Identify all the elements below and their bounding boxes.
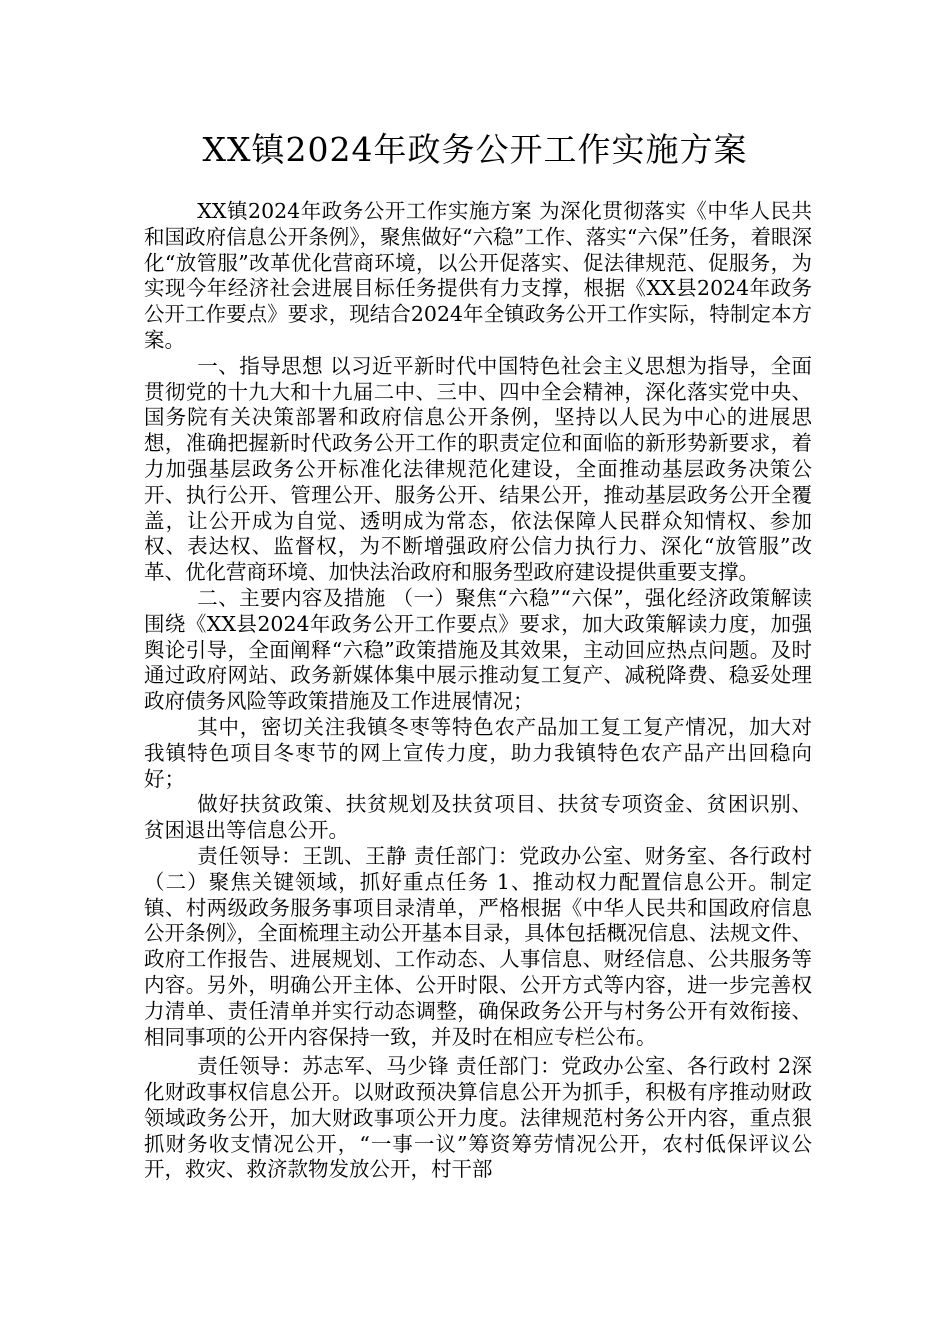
paragraph-special-products: 其中，密切关注我镇冬枣等特色农产品加工复工复产情况，加大对我镇特色项目冬枣节的网上宣传力度，助力我镇特色农产品产出回稳向好； — [144, 714, 812, 791]
paragraph-poverty-disclosure: 做好扶贫政策、扶贫规划及扶贫项目、扶贫专项资金、贫困识别、贫困退出等信息公开。 — [144, 792, 812, 843]
paragraph-intro: XX镇2024年政务公开工作实施方案 为深化贯彻落实《中华人民共和国政府信息公开条例》，聚焦做好“六稳”工作、落实“六保”任务，着眼深化“放管服”改革优化营商环境，以公开促落实、促法律规范、促服务，为实现今年经济社会进展目标任务提供有力支撑，根据《XX县2024年政务公开工作要点》要求，现结合2024年全镇政务公开工作实际，特制定本方案。 — [144, 199, 812, 352]
paragraph-guiding-thought: 一、指导思想 以习近平新时代中国特色社会主义思想为指导，全面贯彻党的十九大和十九届二中、三中、四中全会精神，深化落实党中央、国务院有关决策部署和政府信息公开条例，坚持以人民为中心的进展思想，准确把握新时代政务公开工作的职责定位和面临的新形势新要求，着力加强基层政务公开标准化法律规范化建设，全面推动基层政务决策公开、执行公开、管理公开、服务公开、结果公开，推动基层政务公开全覆盖，让公开成为自觉、透明成为常态，依法保障人民群众知情权、参加权、表达权、监督权，为不断增强政府公信力执行力、深化“放管服”改革、优化营商环境、加快法治政府和服务型政府建设提供重要支撑。 — [144, 353, 812, 585]
paragraph-responsibility-1: 责任领导：王凯、王静 责任部门：党政办公室、财务室、各行政村 （二）聚焦关键领域，抓好重点任务 1、推动权力配置信息公开。制定镇、村两级政务服务事项目录清单，严格根据《中华人民共和国政府信息公开条例》，全面梳理主动公开基本目录，具体包括概况信息、法规文件、政府工作报告、进展规划、工作动态、人事信息、财经信息、公共服务等内容。另外，明确公开主体、公开时限、公开方式等内容，进一步完善权力清单、责任清单并实行动态调整，确保政务公开与村务公开有效衔接、相同事项的公开内容保持一致，并及时在相应专栏公布。 — [144, 843, 812, 1049]
paragraph-responsibility-2: 责任领导：苏志军、马少锋 责任部门：党政办公室、各行政村 2深化财政事权信息公开。以财政预决算信息公开为抓手，积极有序推动财政领域政务公开，加大财政事项公开力度。法律规范村务公开内容，重点狠抓财务收支情况公开，“一事一议”筹资筹劳情况公开，农村低保评议公开，救灾、救济款物发放公开，村干部 — [144, 1054, 812, 1182]
document-body — [144, 199, 812, 1183]
paragraph-main-content: 二、主要内容及措施 （一）聚焦“六稳”“六保”，强化经济政策解读 围绕《XX县2024年政务公开工作要点》要求，加大政策解读力度，加强舆论引导，全面阐释“六稳”政策措施及其效果，主动回应热点问题。及时通过政府网站、政务新媒体集中展示推动复工复产、减税降费、稳妥处理政府债务风险等政策措施及工作进展情况； — [144, 585, 812, 714]
document-title: XX镇2024年政务公开工作实施方案 — [202, 130, 748, 169]
